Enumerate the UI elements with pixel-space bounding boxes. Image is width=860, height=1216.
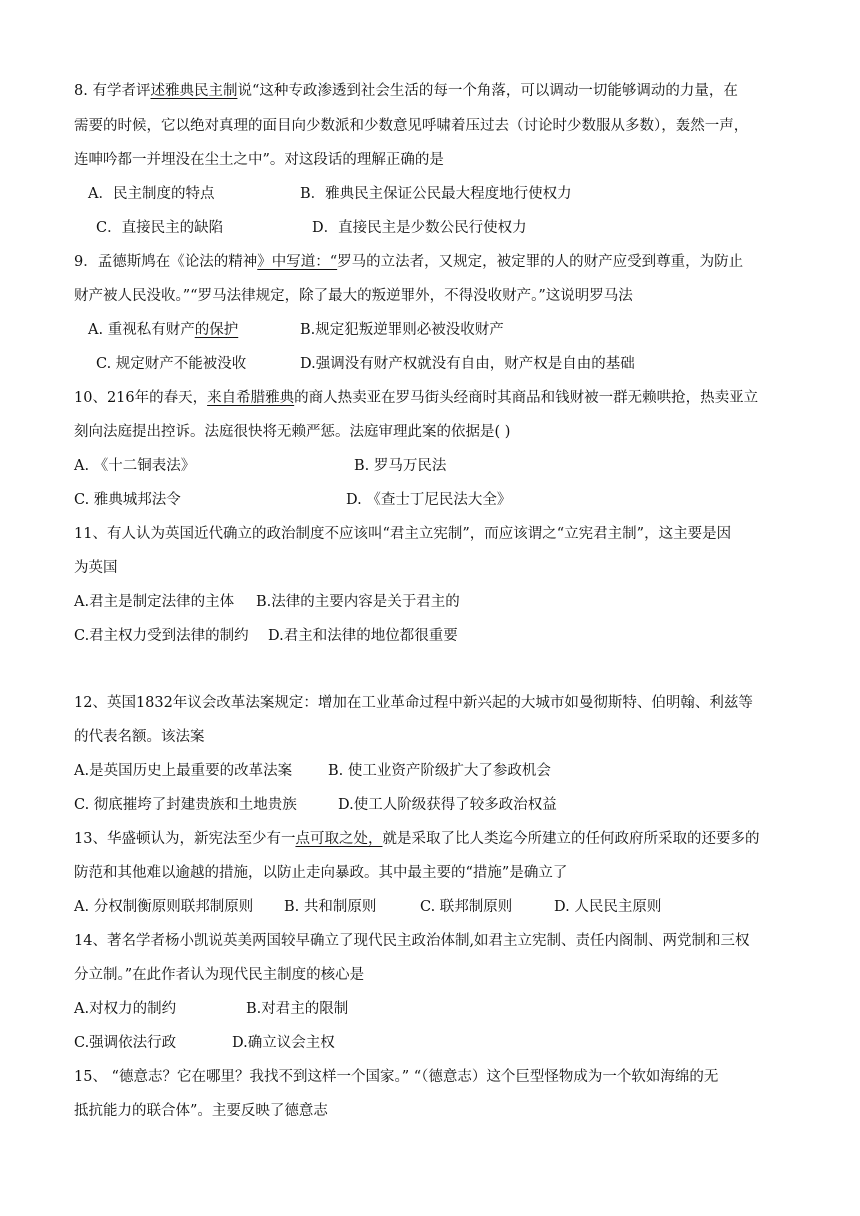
question-15-line-2: 抵抗能力的联合体”。主要反映了德意志 <box>74 1103 328 1119</box>
question-8-line-1: 8. 有学者评述雅典民主制说“这种专政渗透到社会生活的每一个角落，可以调动一切能够调动的力量，在 <box>74 83 738 99</box>
question-9-options-ab <box>88 319 800 341</box>
underlined-text: 述雅典民主制 <box>150 83 238 99</box>
option-a[interactable]: A. 分权制衡原则联邦制原则 <box>74 899 254 915</box>
option-c[interactable]: C.强调依法行政 <box>74 1035 177 1051</box>
question-8-options-cd <box>96 217 800 239</box>
option-b[interactable]: B.规定犯叛逆罪则必被没收财产 <box>300 322 504 338</box>
option-a[interactable]: A. 《十二铜表法》 <box>74 458 196 474</box>
question-10-options-ab <box>74 455 800 477</box>
option-a[interactable]: A．民主制度的特点 <box>88 186 215 202</box>
option-b[interactable]: B. 使工业资产阶级扩大了参政机会 <box>328 763 551 779</box>
question-15-line-1: 15、 “德意志？它在哪里？我找不到这样一个国家。” “（德意志）这个巨型怪物成为一个软如海绵的无 <box>74 1069 719 1085</box>
option-c[interactable]: C．直接民主的缺陷 <box>96 220 224 236</box>
option-c[interactable]: C. 规定财产不能被没收 <box>96 356 247 372</box>
question-13-line-1: 13、华盛顿认为，新宪法至少有一点可取之处，就是采取了比人类迄今所建立的任何政府所采取的还要多的 <box>74 831 760 847</box>
question-10-line-2: 刻向法庭提出控诉。法庭很快将无赖严惩。法庭审理此案的依据是( ) <box>74 424 511 440</box>
option-c[interactable]: C. 联邦制原则 <box>420 899 513 915</box>
question-9-line-2: 财产被人民没收。”“罗马法律规定，除了最大的叛逆罪外，不得没收财产。”这说明罗马法 <box>74 288 633 304</box>
option-d[interactable]: D.使工人阶级获得了较多政治权益 <box>338 797 557 813</box>
option-b[interactable]: B.对君主的限制 <box>246 1001 349 1017</box>
underlined-text: 来自希腊雅典 <box>207 390 295 406</box>
option-b[interactable]: B. 共和制原则 <box>284 899 377 915</box>
option-d[interactable]: D.强调没有财产权就没有自由，财产权是自由的基础 <box>300 356 635 372</box>
question-14-line-2: 分立制。”在此作者认为现代民主制度的核心是 <box>74 967 365 983</box>
option-a[interactable]: A.对权力的制约 <box>74 1001 177 1017</box>
question-14-line-1: 14、著名学者杨小凯说英美两国较早确立了现代民主政治体制,如君主立宪制、责任内阁制、两党制和三权 <box>74 933 750 949</box>
option-d[interactable]: D．直接民主是少数公民行使权力 <box>312 220 527 236</box>
question-11-line-1: 11、有人认为英国近代确立的政治制度不应该叫“君主立宪制”，而应该谓之“立宪君主制”，这主要是因 <box>74 526 732 542</box>
question-8-line-3: 连呻吟都一并埋没在尘土之中”。对这段话的理解正确的是 <box>74 152 444 168</box>
question-9-line-1: 9．孟德斯鸠在《论法的精神》中写道：“罗马的立法者，又规定，被定罪的人的财产应受到尊重，为防止 <box>74 254 744 270</box>
question-12-line-1: 12、英国1832年议会改革法案规定：增加在工业革命过程中新兴起的大城市如曼彻斯特、伯明翰、利兹等 <box>74 695 753 711</box>
option-d[interactable]: D.确立议会主权 <box>232 1035 335 1051</box>
question-10-options-cd <box>74 489 800 511</box>
question-12-options-ab <box>74 760 800 782</box>
option-c[interactable]: C.君主权力受到法律的制约 <box>74 628 249 644</box>
option-d[interactable]: D. 人民民主原则 <box>554 899 662 915</box>
option-c[interactable]: C. 雅典城邦法令 <box>74 492 181 508</box>
question-13-line-2: 防范和其他难以逾越的措施，以防止走向暴政。其中最主要的“措施”是确立了 <box>74 865 568 881</box>
question-9-options-cd <box>96 353 800 375</box>
question-13-options <box>74 896 800 918</box>
question-10-line-1: 10、216年的春天，来自希腊雅典的商人热卖亚在罗马街头经商时其商品和钱财被一群无赖哄抢，热卖亚立 <box>74 390 759 406</box>
option-a[interactable]: A.是英国历史上最重要的改革法案 <box>74 763 293 779</box>
underlined-text: 点可取之处， <box>295 831 383 847</box>
option-a[interactable]: A.君主是制定法律的主体 <box>74 594 235 610</box>
question-12-line-2: 的代表名额。该法案 <box>74 729 205 745</box>
option-c[interactable]: C. 彻底摧垮了封建贵族和土地贵族 <box>74 797 297 813</box>
option-d[interactable]: D. 《查士丁尼民法大全》 <box>346 492 512 508</box>
option-d[interactable]: D.君主和法律的地位都很重要 <box>268 628 458 644</box>
option-b[interactable]: B.法律的主要内容是关于君主的 <box>256 594 460 610</box>
option-a[interactable]: A. 重视私有财产的保护 <box>88 322 239 338</box>
question-14-options-cd <box>74 1032 800 1054</box>
question-12-options-cd <box>74 794 800 816</box>
option-b[interactable]: B. 罗马万民法 <box>354 458 447 474</box>
question-8-line-2: 需要的时候，它以绝对真理的面目向少数派和少数意见呼啸着压过去（讨论时少数服从多数），轰然一声， <box>74 118 749 134</box>
question-11-line-2: 为英国 <box>74 560 118 576</box>
question-8-options-ab <box>88 183 800 205</box>
underlined-text: 》中写道：“ <box>257 254 338 270</box>
question-11-options-cd <box>74 625 800 647</box>
question-11-options-ab <box>74 591 800 613</box>
option-b[interactable]: B．雅典民主保证公民最大程度地行使权力 <box>300 186 572 202</box>
question-14-options-ab <box>74 998 800 1020</box>
